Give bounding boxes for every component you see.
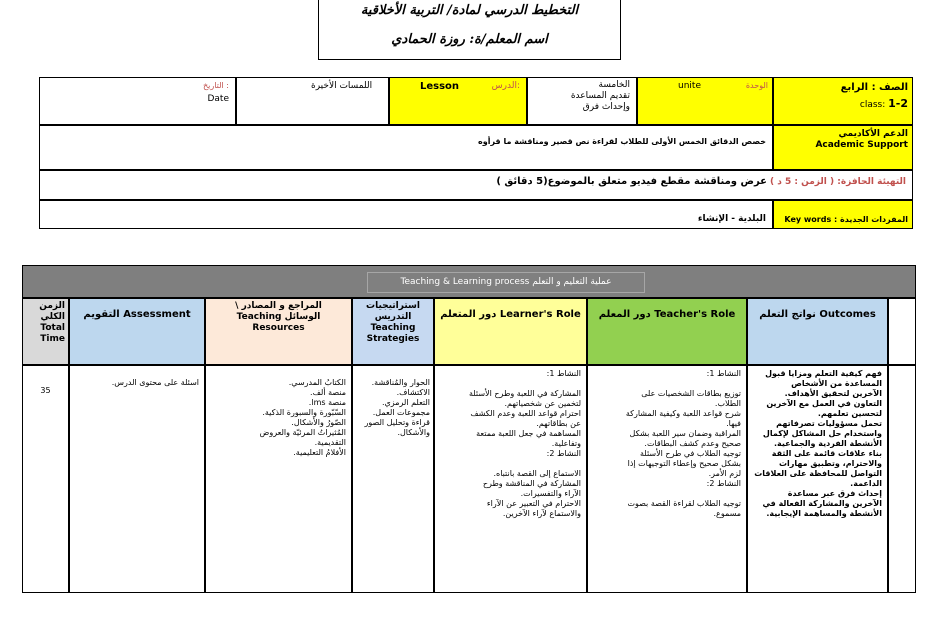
teacher-line: بشكل صحيح وإعطاء التوجيهات إذا [627,459,741,468]
time-header-line-4: Time [40,334,65,344]
date-label-en: Date [207,94,229,104]
assessment-header-label: Assessment التقويم [83,309,191,320]
class-label: class: [859,100,886,110]
resource-line: السّبّورة والسبورة الذكية. [262,408,346,417]
strategy-line: قراءة وتحليل الصور [364,418,430,427]
outcome-line: فهم كيفية التعلم ومزايا قبول [765,369,882,378]
learner-line: الاستماع إلى القصة بانتباه. [493,469,581,478]
outcome-line: التعاون في العمل مع الآخرين [766,399,882,408]
outcomes-header-label: Outcomes نواتج التعلم [759,309,876,320]
outcomes-header [747,298,888,365]
learner-role-header [434,298,587,365]
resource-line: الكتابُ المدرسي. [288,378,346,387]
strategy-line: التعلم الرمزي. [381,398,430,407]
outcome-line: والاحترام، وتطبيق مهارات [778,459,882,468]
warmup-text: عرض ومناقشة مقطع فيديو متعلق بالموضوع(5 دقائق ) [496,176,767,187]
unit-value-cell [527,77,637,125]
keywords-label: المفردات الجديدة : Key words [784,215,908,224]
outcome-line: الآخرين والمشاركة الفعالة في [762,499,882,508]
resource-line: المُثيراتُ المرئيّة والعروض [259,428,346,437]
spare-column-body [888,365,916,593]
teacher-line: صحيح وعدم كشف البطاقات. [644,439,741,448]
teacher-line: النشاط 2: [706,479,741,488]
academic-support-text: خصص الدقائق الخمس الأولى للطلاب لقراءة نص قصير ومناقشة ما قرأوه [478,137,766,146]
strategy-line: والأشكال. [397,428,430,437]
teacher-role-header [587,298,747,365]
teacher-line: فيها. [726,419,741,428]
learner-line: احترام قواعد اللعبة وعدم الكشف [470,409,581,418]
keywords-value: البلدية - الإنشاء [697,214,766,224]
outcome-line: التواصل للمحافظة على العلاقات [754,469,882,478]
outcome-line: بناء علاقات قائمة على الثقة [771,449,882,458]
process-header [22,265,916,298]
warmup-row [39,170,913,200]
time-body [22,365,69,593]
teacher-line: النشاط 1: [706,369,741,378]
time-header-line-3: Total [40,323,65,333]
learner-line: الاحترام في التعبير عن الآراء [486,499,581,508]
resource-line: منصة lms. [308,398,346,407]
strategy-line: مجموعات العمل. [372,408,430,417]
teacher-line: توزيع بطاقات الشخصيات على [641,389,741,398]
learner-line [440,459,581,469]
learner-line: عن بطاقاتهم. [536,419,581,428]
total-time-value: 35 [40,386,51,395]
teacher-line [593,379,741,389]
outcome-line: لتحسين تعلمهم. [817,409,882,418]
learner-line: الآراء والتفسيرات. [520,489,581,498]
keywords-label-cell [773,200,913,229]
grade-label: الصف : الرابع [840,82,908,93]
teacher-role-body [587,365,747,593]
lesson-label-en: Lesson [420,81,460,92]
lesson-label-ar: الدرس: [491,81,520,91]
academic-label-en: Academic Support [815,140,908,150]
time-header-line-1: الزمن [39,301,65,311]
teacher-line: الطلاب. [714,399,741,408]
learner-line: المشاركة في اللعبة وطرح الأسئلة [468,389,581,398]
time-header-line-2: الكلي [40,312,65,322]
teacher-line [593,489,741,499]
academic-label-ar: الدعم الأكاديمي [838,129,908,139]
process-header-title: Teaching & Learning process عملية التعليم و التعلم [367,272,645,293]
grade-cell [773,77,913,125]
outcome-line: المساعدة من الأشخاص [791,379,882,388]
assessment-body [69,365,205,593]
learner-line [440,379,581,389]
resources-body [205,365,352,593]
outcomes-body [747,365,888,593]
keywords-value-cell [39,200,773,229]
unit-value-line-3: وإحداث فرق [582,102,630,112]
strategies-header-line-3: Teaching [370,323,416,333]
lesson-value-cell [236,77,389,125]
resources-header-line-1: المراجع و المصادر \ [235,301,322,311]
document-title: التخطيط الدرسي لمادة/ التربية الأخلاقية [360,3,579,18]
lesson-label-cell [389,77,527,125]
unit-label-ar: الوحدة [745,81,768,90]
strategies-header [352,298,434,365]
outcome-line: إحداث فرق عبر مساعدة [787,489,882,498]
resource-line: الصّورُ والأشكال. [291,418,346,427]
resources-header-line-3: Resources [252,323,305,333]
time-header [22,298,69,365]
learner-line: والاستماع لآراء الآخرين. [502,509,581,518]
strategy-line: الاكتشاف. [396,388,430,397]
lesson-value: اللمسات الأخيرة [311,81,373,91]
learner-line: المساهمة في جعل اللعبة ممتعة [476,429,581,438]
learner-line: النشاط 2: [546,449,581,458]
spare-column-header [888,298,916,365]
date-cell [39,77,236,125]
outcome-line: واستخدام حل المشاكل لإكمال [762,429,882,438]
unit-value-line-2: تقديم المساعدة [570,91,630,101]
outcome-line: الأنشطة الفردية والجماعية. [774,439,882,448]
class-line [778,98,908,111]
teacher-line: لزم الأمر. [708,469,741,478]
strategy-line: الحوار والمُناقشة. [371,378,430,387]
academic-support-label [773,125,913,170]
unit-label-cell [637,77,773,125]
learner-line: النشاط 1: [546,369,581,378]
teacher-role-header-label: Teacher's Role دور المعلم [598,309,736,320]
assessment-text: اسئلة على محتوى الدرس. [111,378,199,387]
learner-line: لتخمين عن شخصياتهم. [504,399,581,408]
resource-line: التقديمية. [314,438,346,447]
strategies-header-line-2: التدريس [374,312,412,322]
learner-line: وتفاعلية. [551,439,581,448]
learner-role-header-label: Learner's Role دور المتعلم [440,309,581,320]
title-box [318,0,621,60]
strategies-header-line-4: Strategies [366,334,420,344]
resources-header [205,298,352,365]
resources-header-line-2: الوسائل Teaching [236,312,321,322]
strategies-header-line-1: استراتيجيات [366,301,420,311]
class-value: 1-2 [888,97,908,110]
unit-value-line-1: الخامسة [598,80,630,90]
teacher-line: شرح قواعد اللعبة وكيفية المشاركة [625,409,741,418]
teacher-line: توجيه الطلاب في طرح الأسئلة [640,449,741,458]
resource-line: الأفلامُ التعليمية. [293,448,346,457]
teacher-line: مسموع. [713,509,741,518]
learner-role-body [434,365,587,593]
date-label-ar: التاريخ : [202,81,229,90]
teacher-line: توجيه الطلاب لقراءة القصة بصوت [627,499,741,508]
teacher-name: اسم المعلم/ة: روزة الحمادي [391,32,548,47]
assessment-header [69,298,205,365]
learner-line: المشاركة في المناقشة وطرح [482,479,581,488]
academic-support-text-cell [39,125,773,170]
teacher-line: المراقبة وضمان سير اللعبة بشكل [629,429,741,438]
warmup-label: التهيئة الحافزة: ( الزمن : 5 د ) [770,177,906,187]
outcome-line: الآخرين لتحقيق الأهداف. [784,389,882,398]
strategies-body [352,365,434,593]
outcome-line: تحمل مسؤوليات تصرفاتهم [776,419,882,428]
outcome-line: الداعمة. [850,479,882,488]
resource-line: منصة ألف. [310,388,346,397]
outcome-line: الأنشطة والمساهمة الإيجابية. [766,509,882,518]
unit-label-en: unite [678,81,701,91]
